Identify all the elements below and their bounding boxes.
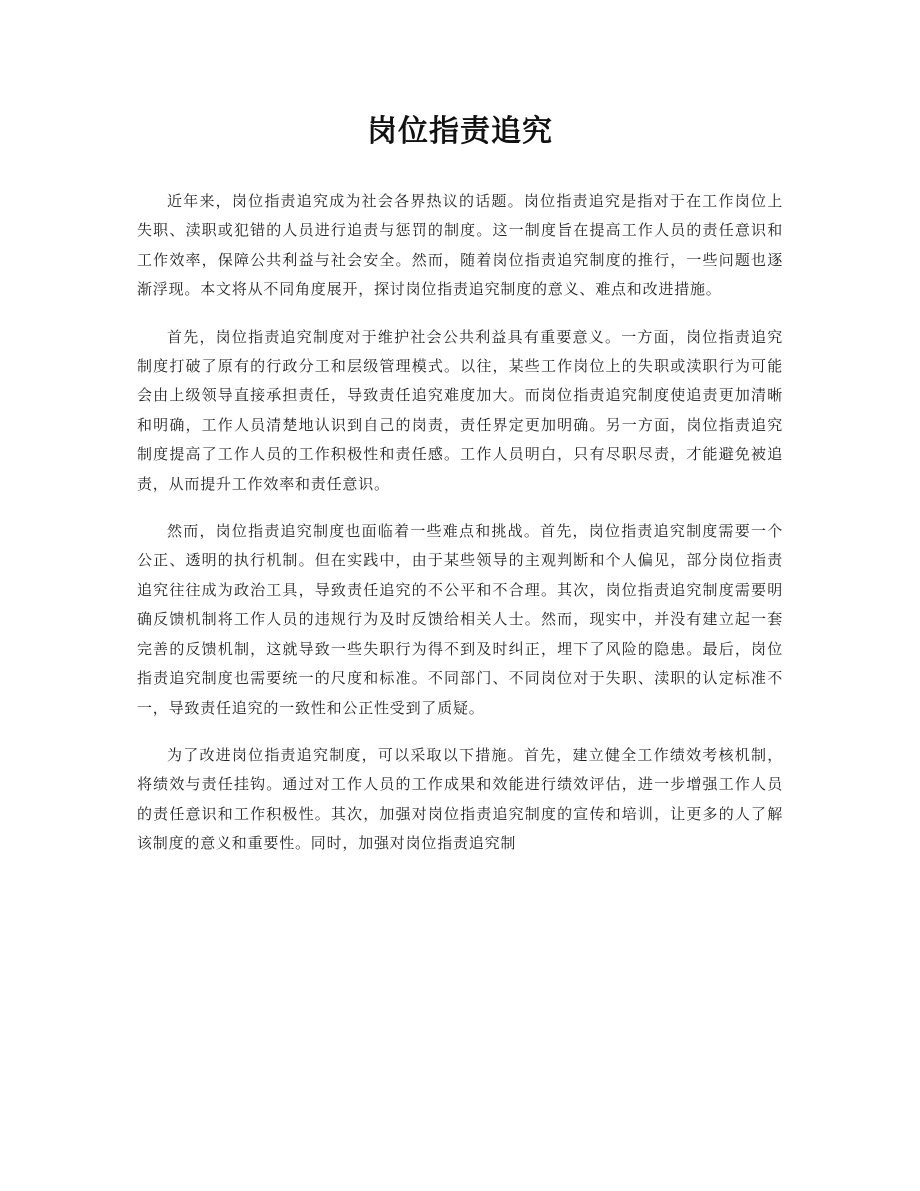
document-body — [137, 187, 783, 877]
paragraph-2: 首先，岗位指责追究制度对于维护社会公共利益具有重要意义。一方面，岗位指责追究制度打破了原有的行政分工和层级管理模式。以往，某些工作岗位上的失职或渎职行为可能会由上级领导直接承担责任，导致责任追究难度加大。而岗位指责追究制度使追责更加清晰和明确，工作人员清楚地认识到自己的岗责，责任界定更加明确。另一方面，岗位指责追究制度提高了工作人员的工作积极性和责任感。工作人员明白，只有尽职尽责，才能避免被追责，从而提升工作效率和责任意识。 — [137, 327, 783, 493]
paragraph-1: 近年来，岗位指责追究成为社会各界热议的话题。岗位指责追究是指对于在工作岗位上失职、渎职或犯错的人员进行追责与惩罚的制度。这一制度旨在提高工作人员的责任意识和工作效率，保障公共利益与社会安全。然而，随着岗位指责追究制度的推行，一些问题也逐渐浮现。本文将从不同角度展开，探讨岗位指责追究制度的意义、难点和改进措施。 — [137, 192, 783, 299]
document-title: 岗位指责追究 — [367, 114, 553, 149]
paragraph-4: 为了改进岗位指责追究制度，可以采取以下措施。首先，建立健全工作绩效考核机制，将绩效与责任挂钩。通过对工作人员的工作成果和效能进行绩效评估，进一步增强工作人员的责任意识和工作积极性。其次，加强对岗位指责追究制度的宣传和培训，让更多的人了解该制度的意义和重要性。同时，加强对岗位指责追究制 — [137, 745, 783, 853]
paragraph-3: 然而，岗位指责追究制度也面临着一些难点和挑战。首先，岗位指责追究制度需要一个公正、透明的执行机制。但在实践中，由于某些领导的主观判断和个人偏见，部分岗位指责追究往往成为政治工具，导致责任追究的不公平和不合理。其次，岗位指责追究制度需要明确反馈机制将工作人员的违规行为及时反馈给相关人士。然而，现实中，并没有建立起一套完善的反馈机制，这就导致一些失职行为得不到及时纠正，埋下了风险的隐患。最后，岗位指责追究制度也需要统一的尺度和标准。不同部门、不同岗位对于失职、渎职的认定标准不一，导致责任追究的一致性和公正性受到了质疑。 — [137, 522, 783, 717]
